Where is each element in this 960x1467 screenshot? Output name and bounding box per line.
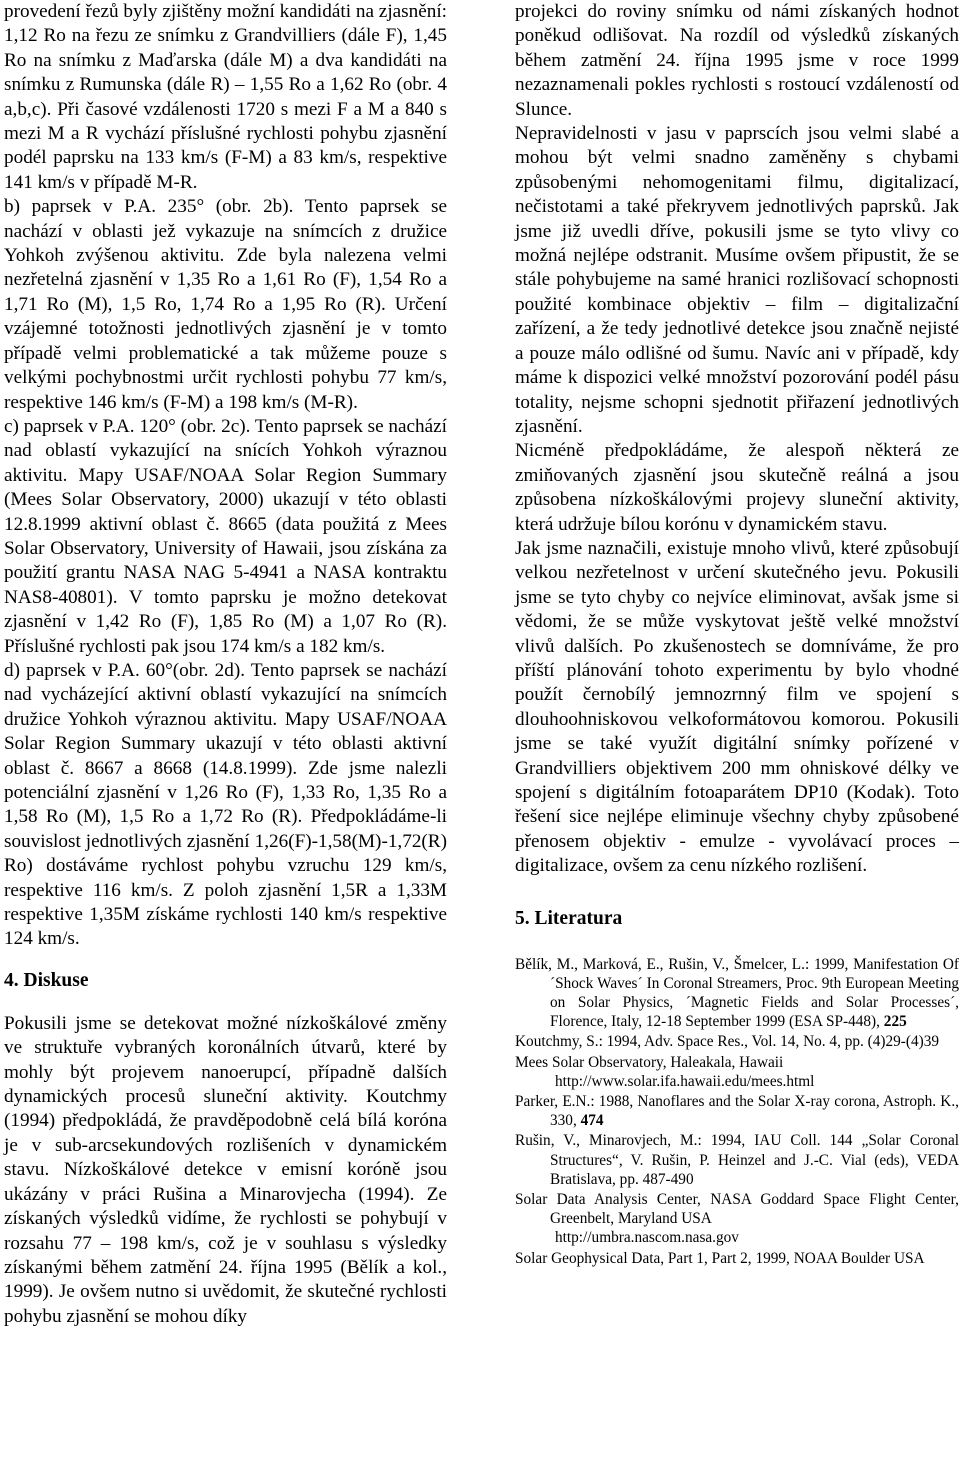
- right-column: [515, 0, 959, 1269]
- body-paragraph: Nepravidelnosti v jasu v paprscích jsou velmi slabé a mohou být velmi snadno zaměněny s chybami způsobenými nehomogenitami filmu, digitalizací, nečistotami a také překryvem jednotlivých paprsků. Jak jsme již uvedli dříve, pokusili jsme se tyto vlivy co možná nejlépe odstranit. Musíme ovšem připustit, že se stále pohybujeme na samé hranici rozlišovací schopnosti použité kombinace objektiv – film – digitalizační zařízení, a že tedy jednotlivé detekce jsou značně nejisté a pouze málo odlišné od šumu. Navíc ani v případě, kdy máme k dispozici velké množství pozorování podél pásu totality, nejsme schopni sjednotit přiřazení jednotlivých zjasnění.: [515, 123, 959, 437]
- reference-text: Parker, E.N.: 1988, Nanoflares and the Solar X-ray corona, Astroph. K., 330,: [515, 1093, 959, 1130]
- body-paragraph: c) paprsek v P.A. 120° (obr. 2c). Tento paprsek se nachází nad oblastí vykazující na snících Yohkoh výraznou aktivitu. Mapy USAF/NOAA Solar Region Summary (Mees Solar Observatory, 2000) ukazují v této oblasti 12.8.1999 aktivní oblast č. 8665 (data použitá z Mees Solar Observatory, University of Hawaii, jsou získána za použití grantu NASA NAG 5-4941 a NASA kontraktu NAS8-40801). V tomto paprsku je možno detekovat zjasnění v 1,42 Ro (F), 1,85 Ro (M) a 1,07 Ro (R). Příslušné rychlosti pak jsou 174 km/s a 182 km/s.: [4, 415, 447, 657]
- body-paragraph: b) paprsek v P.A. 235° (obr. 2b). Tento paprsek se nachází v oblasti jež vykazuje na snímcích z družice Yohkoh zvýšenou aktivitu. Zde byla nalezena velmi nezřetelná zjasnění v 1,35 Ro a 1,61 Ro (F), 1,54 Ro a 1,71 Ro (M), 1,5 Ro, 1,74 Ro a 1,95 Ro (R). Určení vzájemné totožnosti jednotlivých zjasnění je v tomto případě velmi problematické a tak můžeme pouze s velkými pochybnostmi určit rychlosti pohybu 77 km/s, respektive 146 km/s (F-M) a 198 km/s (M-R).: [4, 196, 447, 413]
- reference-url[interactable]: http://www.solar.ifa.hawaii.edu/mees.html: [555, 1072, 815, 1090]
- body-paragraph: Nicméně předpokládáme, že alespoň některá ze zmiňovaných zjasnění jsou skutečně reálná a jsou způsobena nízkoškálovými projevy sluneční aktivity, která udržuje bílou korónu v dynamickém stavu.: [515, 440, 959, 535]
- reference-item: [515, 1131, 959, 1189]
- reference-item: [515, 1249, 959, 1268]
- reference-text: Koutchmy, S.: 1994, Adv. Space Res., Vol. 14, No. 4, pp. (4)29-(4)39: [515, 1033, 940, 1051]
- reference-text: Solar Geophysical Data, Part 1, Part 2, 1999, NOAA Boulder USA: [515, 1249, 925, 1267]
- reference-volume: 225: [879, 1013, 907, 1031]
- body-paragraph: d) paprsek v P.A. 60°(obr. 2d). Tento paprsek se nachází nad vycházející aktivní oblastí vykazující na snímcích družice Yohkoh výraznou aktivitu. Mapy USAF/NOAA Solar Region Summary ukazují v této oblasti aktivní oblast č. 8667 a 8668 (14.8.1999). Zde jsme nalezli potenciální zjasnění v 1,26 Ro (F), 1,33 Ro, 1,35 Ro a 1,58 Ro (M), 1,5 Ro a 1,72 Ro (R). Předpokládáme-li souvislost jednotlivých zjasnění 1,26(F)-1,58(M)-1,72(R) Ro) dostáváme rychlost pohybu vzruchu 129 km/s, respektive 116 km/s. Z poloh zjasnění 1,5R a 1,33M respektive 1,35M získáme rychlosti 140 km/s respektive 124 km/s.: [4, 659, 447, 950]
- body-paragraph: Jak jsme naznačili, existuje mnoho vlivů, které způsobují velkou nezřetelnost v určení skutečného jevu. Pokusili jsme se tyto chyby co nejvíce eliminovat, avšak jsme si vědomi, že se může vyskytovat ještě velké množství vlivů dalších. Po zkušenostech se domníváme, že pro příští plánování tohoto experimentu by bylo vhodné použít černobílý jemnozrnný film ve spojení s dlouhoohniskovou velkoformátovou komorou. Pokusili jsme se také využít digitální snímky pořízené v Grandvilliers objektivem 200 mm ohniskové délky ve spojení s digitálním fotoaparátem DP10 (Kodak). Toto řešení sice nejlépe eliminuje všechny chyby způsobené přenosem objektiv - emulze - vyvolávací proces – digitalizace, ovšem za cenu nízkého rozlišení.: [515, 537, 959, 877]
- reference-url[interactable]: http://umbra.nascom.nasa.gov: [555, 1229, 739, 1247]
- body-paragraph: provedení řezů byly zjištěny možní kandidáti na zjasnění: 1,12 Ro na řezu ze snímku z Grandvilliers (dále F), 1,45 Ro na snímku z Maďarska (dále M) a dva kandidáti na snímku z Rumunska (dále R) – 1,55 Ro a 1,62 Ro (obr. 4 a,b,c). Při časové vzdálenosti 1720 s mezi F a M a 840 s mezi M a R vychází příslušné rychlosti pohybu zjasnění podél paprsku na 133 km/s (F-M) a 83 km/s, respektive 141 km/s v případě M-R.: [4, 1, 447, 193]
- reference-text: Bělík, M., Marková, E., Rušin, V., Šmelcer, L.: 1999, Manifestation Of ´Shock Waves´ In Coronal Streamers, Proc. 9th European Meeting on Solar Physics, ´Magnetic Fields and Solar Processes´, Florence, Italy, 12-18 September 1999 (ESA SP-448),: [515, 955, 959, 1031]
- reference-item: [515, 1092, 959, 1130]
- reference-item: [515, 1053, 959, 1091]
- left-column: [4, 0, 447, 1329]
- reference-volume: 474: [576, 1112, 604, 1130]
- reference-list: [515, 955, 959, 1268]
- section-heading-diskuse: 4. Diskuse: [4, 969, 89, 991]
- discussion-paragraph: Pokusili jsme se detekovat možné nízkoškálové změny ve struktuře vybraných koronálních útvarů, které by mohly být projevem nanoerupcí, případně dalších dynamických procesů sluneční aktivity. Koutchmy (1994) předpokládá, že pravděpodobně celá bílá koróna je v sub-arcsekundových rozlišeních v dynamickém stavu. Nízkoškálové detekce v emisní koróně jsou ukázány v práci Rušina a Minarovjecha (1994). Ze získaných výsledků vidíme, že rychlosti se pohybují v rozsahu 77 – 198 km/s, což je v souhlasu s výsledky získanými během zatmění 24. října 1995 (Bělík a kol., 1999). Je ovšem nutno si uvědomit, že skutečné rychlosti pohybu zjasnění se mohou díky: [4, 1012, 447, 1327]
- reference-item: [515, 955, 959, 1032]
- section-heading-literatura: 5. Literatura: [515, 907, 623, 929]
- reference-text: Solar Data Analysis Center, NASA Goddard Space Flight Center, Greenbelt, Maryland USA: [515, 1191, 959, 1228]
- reference-item: [515, 1032, 959, 1051]
- body-paragraph: projekci do roviny snímku od námi získaných hodnot poněkud odlišovat. Na rozdíl od výsledků získaných během zatmění 24. října 1995 jsme v roce 1999 nezaznamenali pokles rychlosti s rostoucí vzdáleností od Slunce.: [515, 1, 959, 120]
- reference-text: Rušin, V., Minarovjech, M.: 1994, IAU Coll. 144 „Solar Coronal Structures“, V. Rušin, P. Heinzel and J.-C. Vial (eds), VEDA Bratislava, pp. 487-490: [515, 1132, 959, 1188]
- reference-text: Mees Solar Observatory, Haleakala, Hawaii: [515, 1053, 784, 1071]
- reference-item: [515, 1190, 959, 1248]
